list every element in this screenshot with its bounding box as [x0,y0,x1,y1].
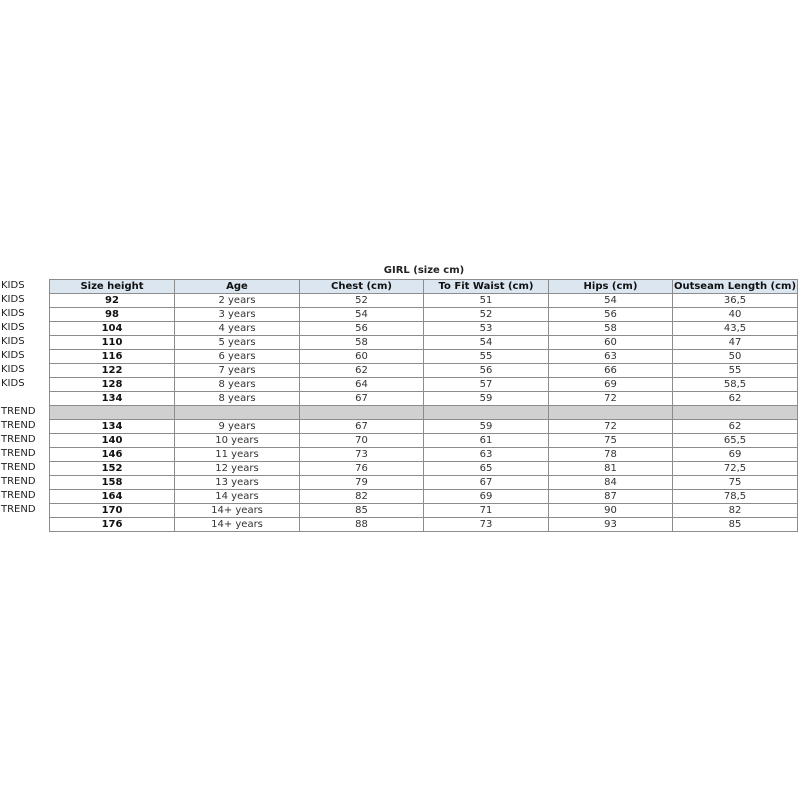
age-cell: 10 years [175,434,300,448]
table-title: GIRL (size cm) [383,265,465,276]
table-row [50,420,798,434]
outseam-cell: 72,5 [673,462,798,476]
age-cell: 8 years [175,392,300,406]
size-cell: 152 [50,462,175,476]
row-label: TREND [1,462,36,473]
waist-cell: 67 [424,476,549,490]
hips-cell: 54 [549,294,673,308]
chest-cell: 70 [300,434,424,448]
chest-cell: 62 [300,364,424,378]
chest-cell: 54 [300,308,424,322]
outseam-cell: 50 [673,350,798,364]
row-label: TREND [1,504,36,515]
column-header-age: Age [175,280,300,294]
outseam-cell: 55 [673,364,798,378]
size-cell: 170 [50,504,175,518]
size-cell: 110 [50,336,175,350]
table-row [50,490,798,504]
age-cell: 3 years [175,308,300,322]
hips-cell: 84 [549,476,673,490]
waist-cell: 71 [424,504,549,518]
size-cell: 146 [50,448,175,462]
column-header-outseam: Outseam Length (cm) [673,281,797,292]
table-row [50,504,798,518]
age-cell: 14+ years [175,518,300,532]
row-label: KIDS [1,308,25,319]
hips-cell: 78 [549,448,673,462]
table-row [50,336,798,350]
size-cell: 122 [50,364,175,378]
hips-cell: 93 [549,518,673,532]
hips-cell: 81 [549,462,673,476]
hips-cell: 56 [549,308,673,322]
table-row [50,476,798,490]
hips-cell: 60 [549,336,673,350]
age-cell: 14+ years [175,504,300,518]
chest-cell: 60 [300,350,424,364]
chest-cell: 79 [300,476,424,490]
size-cell: 98 [50,308,175,322]
separator-cell [175,406,300,420]
table-row [50,448,798,462]
age-cell: 11 years [175,448,300,462]
outseam-cell: 62 [673,420,798,434]
row-label: KIDS [1,350,25,361]
age-cell: 2 years [175,294,300,308]
hips-cell: 66 [549,364,673,378]
row-label: KIDS [1,336,25,347]
waist-cell: 59 [424,420,549,434]
age-cell: 14 years [175,490,300,504]
outseam-cell: 82 [673,504,798,518]
row-label: TREND [1,434,36,445]
row-label: KIDS [1,322,25,333]
column-header-hips: Hips (cm) [549,280,673,294]
column-header-size-height: Size height [50,280,175,294]
chest-cell: 58 [300,336,424,350]
table-row [50,364,798,378]
waist-cell: 55 [424,350,549,364]
size-chart-table [49,279,798,532]
hips-cell: 72 [549,392,673,406]
size-cell: 134 [50,420,175,434]
size-cell: 134 [50,392,175,406]
chest-cell: 67 [300,392,424,406]
hips-cell: 58 [549,322,673,336]
row-label: KIDS [1,294,25,305]
table-row [50,462,798,476]
chest-cell: 73 [300,448,424,462]
table-row [50,378,798,392]
waist-cell: 51 [424,294,549,308]
table-row [50,518,798,532]
chest-cell: 85 [300,504,424,518]
table-row [50,392,798,406]
hips-cell: 75 [549,434,673,448]
table-row [50,434,798,448]
waist-cell: 65 [424,462,549,476]
size-cell: 128 [50,378,175,392]
chest-cell: 56 [300,322,424,336]
header-row [50,280,798,294]
age-cell: 13 years [175,476,300,490]
separator-row [50,406,798,420]
table-row [50,350,798,364]
chest-cell: 76 [300,462,424,476]
age-cell: 12 years [175,462,300,476]
age-cell: 4 years [175,322,300,336]
hips-cell: 87 [549,490,673,504]
row-label-column [1,279,49,517]
waist-cell: 57 [424,378,549,392]
separator-cell [424,406,549,420]
hips-cell: 72 [549,420,673,434]
age-cell: 8 years [175,378,300,392]
size-cell: 176 [50,518,175,532]
chest-cell: 64 [300,378,424,392]
waist-cell: 52 [424,308,549,322]
size-cell: 158 [50,476,175,490]
separator-cell [673,406,798,420]
table-row [50,308,798,322]
outseam-cell: 43,5 [673,322,798,336]
size-cell: 140 [50,434,175,448]
waist-cell: 63 [424,448,549,462]
outseam-cell: 62 [673,392,798,406]
outseam-cell: 36,5 [673,294,798,308]
size-cell: 116 [50,350,175,364]
chest-cell: 67 [300,420,424,434]
row-label: TREND [1,406,36,417]
waist-cell: 53 [424,322,549,336]
row-label: KIDS [1,280,25,291]
row-label: KIDS [1,378,25,389]
column-header-chest: Chest (cm) [300,280,424,294]
outseam-cell: 40 [673,308,798,322]
table-header [50,280,798,294]
outseam-cell: 58,5 [673,378,798,392]
outseam-cell: 78,5 [673,490,798,504]
age-cell: 6 years [175,350,300,364]
waist-cell: 54 [424,336,549,350]
size-cell: 164 [50,490,175,504]
separator-cell [50,406,175,420]
size-cell: 92 [50,294,175,308]
row-label: TREND [1,476,36,487]
column-header-waist: To Fit Waist (cm) [424,280,549,294]
waist-cell: 59 [424,392,549,406]
outseam-cell: 65,5 [673,434,798,448]
row-label: KIDS [1,364,25,375]
age-cell: 9 years [175,420,300,434]
table-row [50,322,798,336]
separator-cell [300,406,424,420]
hips-cell: 63 [549,350,673,364]
waist-cell: 69 [424,490,549,504]
age-cell: 5 years [175,336,300,350]
outseam-cell: 47 [673,336,798,350]
row-label-blank [1,391,49,405]
chest-cell: 52 [300,294,424,308]
outseam-cell: 85 [673,518,798,532]
waist-cell: 61 [424,434,549,448]
table-row [50,294,798,308]
chest-cell: 82 [300,490,424,504]
separator-cell [549,406,673,420]
age-cell: 7 years [175,364,300,378]
hips-cell: 69 [549,378,673,392]
hips-cell: 90 [549,504,673,518]
chest-cell: 88 [300,518,424,532]
outseam-cell: 75 [673,476,798,490]
waist-cell: 73 [424,518,549,532]
waist-cell: 56 [424,364,549,378]
size-cell: 104 [50,322,175,336]
table-body [50,294,798,532]
row-label: TREND [1,448,36,459]
row-label: TREND [1,420,36,431]
row-label: TREND [1,490,36,501]
outseam-cell: 69 [673,448,798,462]
